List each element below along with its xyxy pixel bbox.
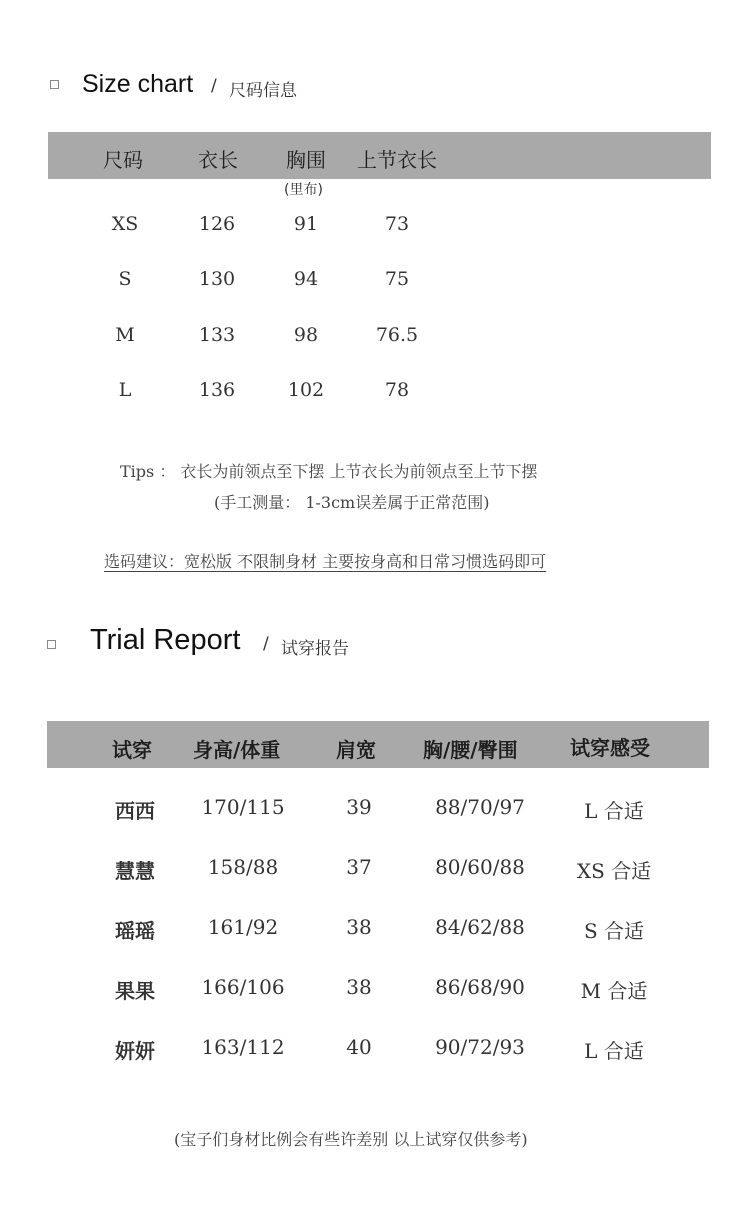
trial-header-height-weight: 身高/体重 [193,738,281,762]
size-row-cell: 76.5 [375,324,419,346]
trial-row-cell: 38 [346,975,372,999]
trial-row-cell: 163/112 [201,1035,285,1059]
size-row-cell: 130 [198,268,236,290]
trial-report-title-separator: / [263,634,269,654]
trial-model-name: 西西 [115,799,155,823]
trial-row-cell: L 合适 [584,1039,644,1063]
size-row-cell: L [118,379,132,401]
trial-model-name: 果果 [115,979,155,1003]
trial-model-name: 妍妍 [115,1039,155,1063]
trial-header-feeling: 试穿感受 [570,736,650,760]
trial-row-cell: 86/68/90 [435,975,525,999]
size-header-upper-length: 上节衣长 [357,148,437,172]
size-tips-line1: Tips ： 衣长为前领点至下摆 上节衣长为前领点至上节下摆 [120,462,538,481]
trial-row-cell: 170/115 [201,795,285,819]
size-header-bust: 胸围 [286,148,326,172]
trial-row-cell: 80/60/88 [435,855,525,879]
size-row-cell: 102 [287,379,325,401]
bullet-square-icon [47,640,56,649]
size-row-cell: 133 [198,324,236,346]
trial-row-cell: 90/72/93 [435,1035,525,1059]
trial-row-cell: 40 [346,1035,372,1059]
trial-header-measurements: 胸/腰/臀围 [423,738,518,762]
size-chart-title-separator: / [211,76,217,96]
bullet-square-icon [50,80,59,89]
trial-row-cell: 39 [346,795,372,819]
size-row-cell: 91 [293,213,319,235]
size-chart-title-cn: 尺码信息 [229,81,297,101]
trial-report-title-cn: 试穿报告 [281,639,349,659]
size-tips-line2: (手工测量： 1-3cm误差属于正常范围) [214,493,490,512]
size-row-cell: 98 [293,324,319,346]
trial-header-model: 试穿 [112,738,152,762]
trial-row-cell: 84/62/88 [435,915,525,939]
trial-row-cell: 88/70/97 [435,795,525,819]
trial-model-name: 瑶瑶 [115,919,155,943]
size-header-lining-note: (里布) [284,182,323,198]
trial-row-cell: 161/92 [207,915,279,939]
trial-row-cell: 158/88 [207,855,279,879]
size-row-cell: M [115,324,135,346]
size-row-cell: S [118,268,132,290]
size-row-cell: 94 [293,268,319,290]
size-row-cell: XS [111,213,139,235]
size-row-cell: 126 [198,213,236,235]
size-row-cell: 73 [384,213,410,235]
trial-row-cell: 166/106 [201,975,285,999]
trial-row-cell: XS 合适 [576,859,652,883]
trial-footnote: (宝子们身材比例会有些许差别 以上试穿仅供参考) [174,1130,528,1149]
size-header-size: 尺码 [103,148,143,172]
size-chart-title: Size chart [82,70,194,98]
size-header-length: 衣长 [198,148,238,172]
trial-row-cell: L 合适 [584,799,644,823]
size-row-cell: 136 [198,379,236,401]
size-suggestion: 选码建议：宽松版 不限制身材 主要按身高和日常习惯选码即可 [104,552,547,571]
size-row-cell: 75 [384,268,410,290]
trial-header-shoulder: 肩宽 [336,738,376,762]
trial-row-cell: 37 [346,855,372,879]
trial-row-cell: M 合适 [580,979,648,1003]
trial-row-cell: 38 [346,915,372,939]
trial-row-cell: S 合适 [583,919,645,943]
trial-model-name: 慧慧 [115,859,155,883]
trial-report-title: Trial Report [90,624,241,656]
size-row-cell: 78 [384,379,410,401]
